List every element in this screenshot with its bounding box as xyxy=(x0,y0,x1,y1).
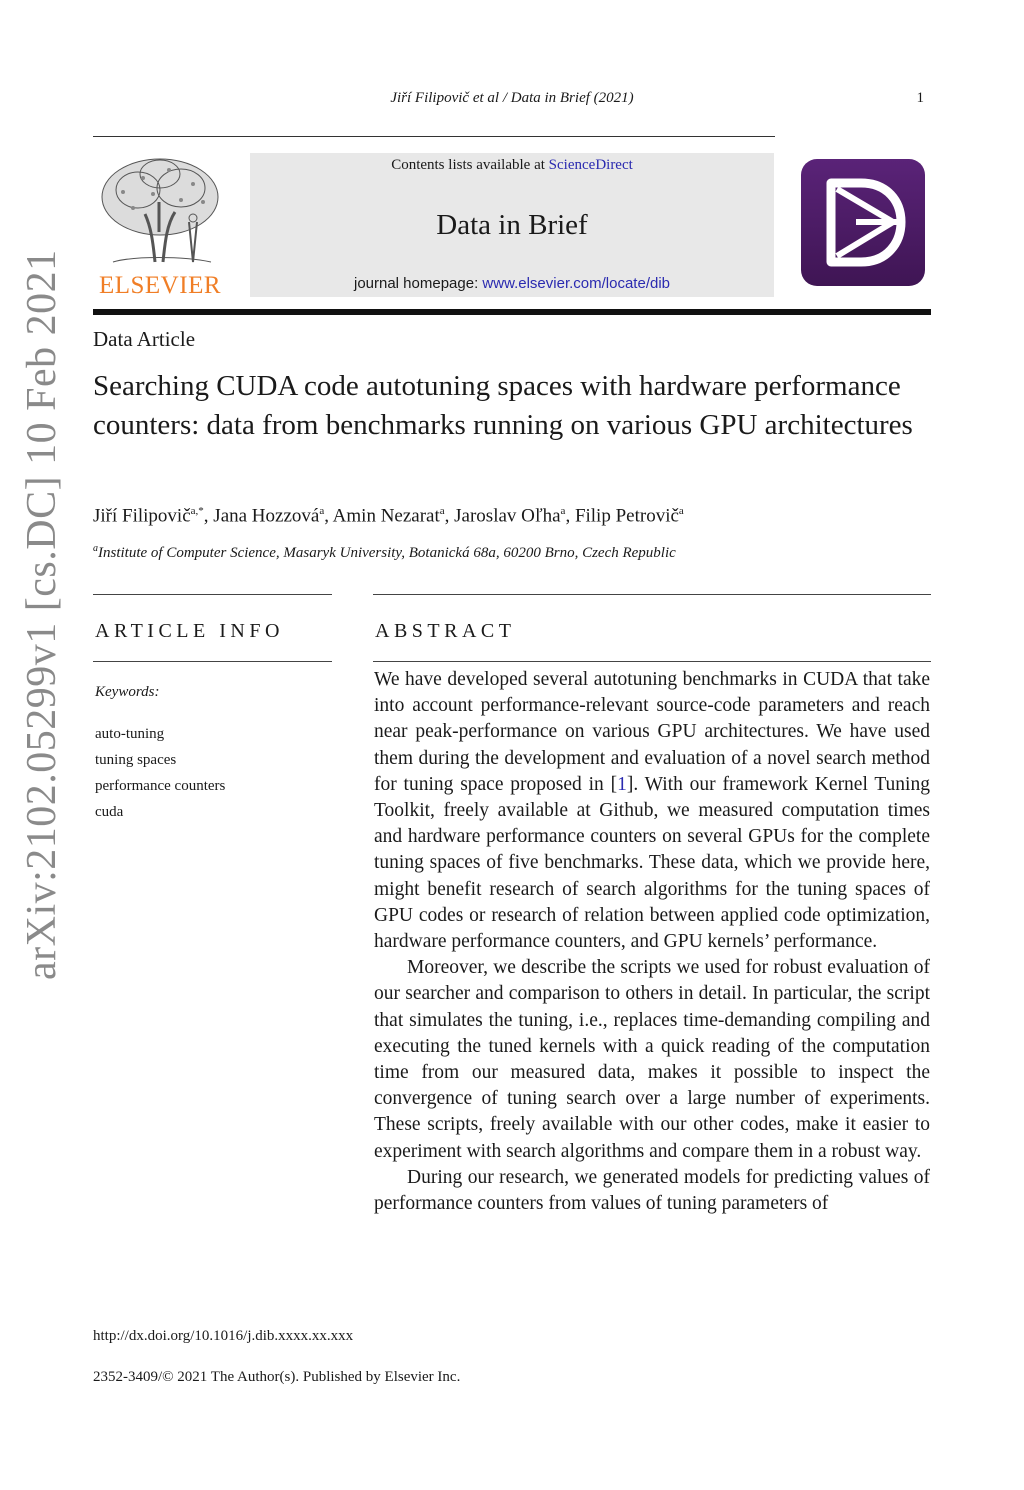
journal-name: Data in Brief xyxy=(436,209,588,241)
copyright-notice: 2352-3409/© 2021 The Author(s). Published by Elsevier Inc. xyxy=(93,1369,461,1385)
sciencedirect-link[interactable]: ScienceDirect xyxy=(548,157,633,173)
affiliation-text: Institute of Computer Science, Masaryk University, Botanická 68a, 60200 Brno, Czech Republic xyxy=(98,545,676,561)
affiliation-mark: a xyxy=(93,543,98,554)
author-name: Jiří Filipovič xyxy=(93,505,191,527)
contents-line xyxy=(250,157,774,174)
keyword-item: performance counters xyxy=(95,778,226,794)
keyword-item: cuda xyxy=(95,804,124,820)
author-affil-mark: a xyxy=(319,505,325,517)
citation-close: ]. xyxy=(626,773,639,795)
author-affil-mark: a,* xyxy=(190,505,204,517)
paper-title: Searching CUDA code autotuning spaces with hardware performance counters: data from benchmarks running on various GPU architectures xyxy=(93,370,913,441)
homepage-link[interactable]: www.elsevier.com/locate/dib xyxy=(482,275,671,292)
article-info-bottom-rule xyxy=(93,661,332,662)
affiliation xyxy=(93,543,676,562)
elsevier-wordmark: ELSEVIER xyxy=(98,272,222,299)
author-name: Filip Petrovič xyxy=(574,505,679,527)
abstract-paragraph: During our research, we generated models for predicting values of performance counters from values of tuning parameters of xyxy=(374,1166,930,1215)
abstract-p1-text: We have developed several autotuning benchmarks in CUDA that take into account performance-relevant source-code parameters and reach near peak-performance on various GPU architectures. We have used them during the development and evaluation of a novel search method for tuning space proposed in xyxy=(374,669,930,795)
author-affil-mark: a xyxy=(439,505,445,517)
header-rule xyxy=(93,136,775,137)
running-head: Jiří Filipovič et al / Data in Brief (2021) xyxy=(390,90,634,106)
keyword-item: tuning spaces xyxy=(95,752,177,768)
abstract-heading: ABSTRACT xyxy=(375,620,516,642)
abstract-p1-text-cont: With our framework Kernel Tuning Toolkit, freely available at Github, we measured computation times and hardware performance counters on several GPUs for the complete tuning spaces of five benchmarks. These data, which we provide here, might benefit research of search algorithms for the tuning spaces of GPU codes or research of relation between applied code optimization, hardware performance counters, and GPU kernels’ performance. xyxy=(374,773,930,953)
author-name: Amin Nezarat xyxy=(332,505,440,527)
arxiv-stamp: arXiv:2102.05299v1 [cs.DC] 10 Feb 2021 xyxy=(19,249,65,980)
author-affil-mark: a xyxy=(678,505,684,517)
author-list: Jiří Filipovič$^{a,*}$, Jana Hozzová$^a$, Amin Nezarat$^a$, Jaroslav Oľha$^a$, Filip Petrovič$^a$ xyxy=(93,505,684,527)
keyword-list xyxy=(95,721,225,825)
keyword-item: auto-tuning xyxy=(95,726,165,742)
abstract-paragraph xyxy=(374,667,930,955)
homepage-prefix: journal homepage: xyxy=(353,275,483,292)
title-rule xyxy=(93,309,931,315)
author-name: Jana Hozzová xyxy=(213,505,320,527)
abstract-top-rule xyxy=(373,594,931,595)
abstract-bottom-rule xyxy=(373,661,931,662)
citation-link[interactable]: 1 xyxy=(617,773,627,795)
homepage-line xyxy=(250,275,774,292)
keywords-label: Keywords: xyxy=(95,684,160,700)
contents-prefix: Contents lists available at xyxy=(391,157,549,173)
data-in-brief-logo xyxy=(801,159,925,286)
abstract-paragraph: Moreover, we describe the scripts we used for robust evaluation of our searcher and comparison to others in detail. In particular, the script that simulates the tuning, i.e., replaces time-demanding compiling and executing the tuned kernels with a quick reading of the computation time from our measured data, makes it possible to inspect the convergence of tuning search over a large number of experiments. These scripts, freely available with our other codes, make it easier to experiment with search algorithms and compare them in a robust way. xyxy=(374,957,930,1162)
citation-open: [ xyxy=(610,773,618,795)
article-info-top-rule xyxy=(93,594,332,595)
page-number: 1 xyxy=(916,90,924,106)
article-type: Data Article xyxy=(93,327,196,351)
author-affil-mark: a xyxy=(560,505,566,517)
article-info-heading: ARTICLE INFO xyxy=(95,620,284,642)
abstract-body xyxy=(374,667,930,1217)
doi-link[interactable]: http://dx.doi.org/10.1016/j.dib.xxxx.xx.xxx xyxy=(93,1328,354,1344)
journal-banner xyxy=(250,153,774,297)
author-name: Jaroslav Oľha xyxy=(454,505,561,527)
